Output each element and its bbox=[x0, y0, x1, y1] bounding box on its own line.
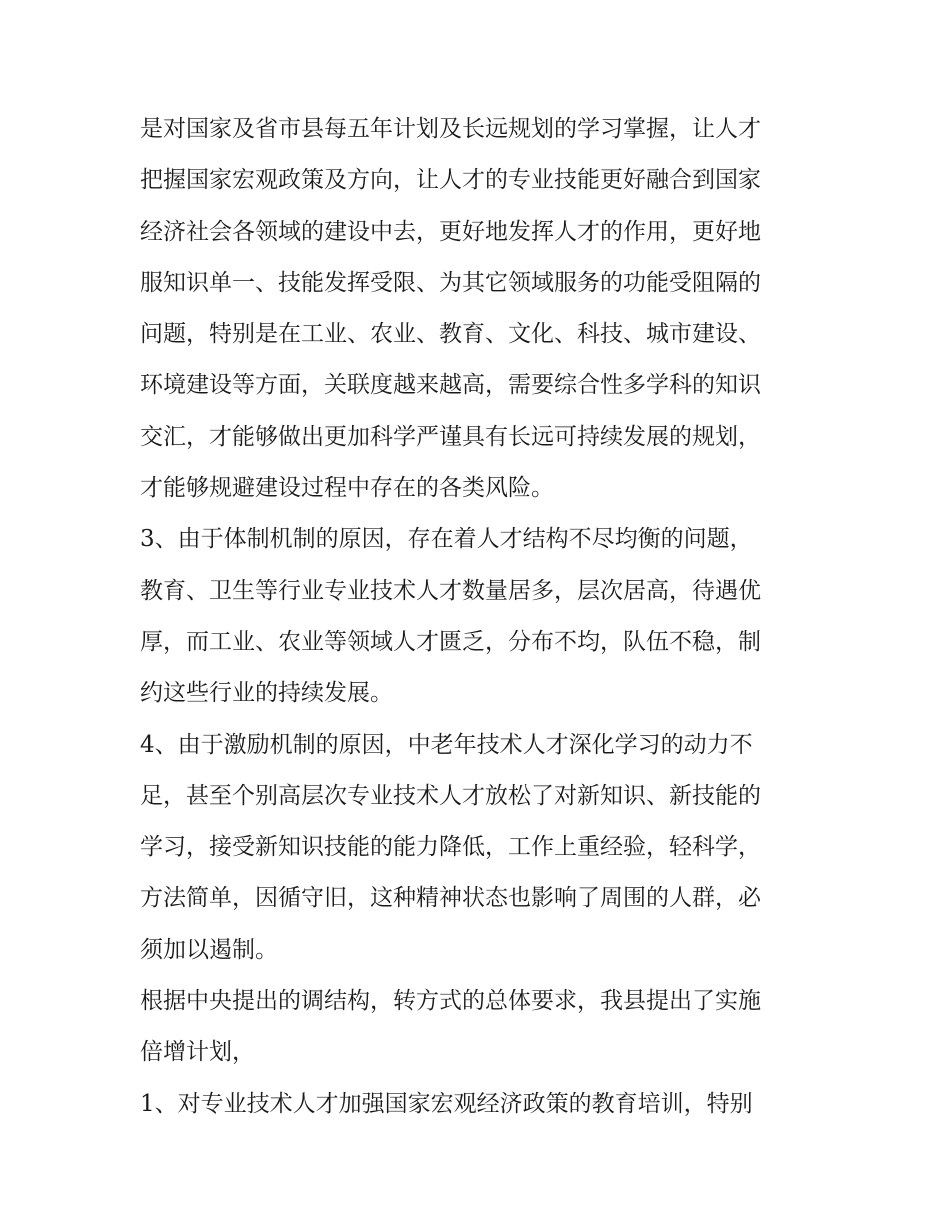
text-line-16: 方法简单，因循守旧，这种精神状态也影响了周围的人群，必 bbox=[140, 885, 761, 912]
text-line-9: 3、由于体制机制的原因，存在着人才结构不尽均衡的问题， bbox=[140, 526, 753, 553]
text-line-5: 问题，特别是在工业、农业、教育、文化、科技、城市建设、 bbox=[140, 321, 761, 348]
text-line-13: 4、由于激励机制的原因，中老年技术人才深化学习的动力不 bbox=[140, 731, 753, 758]
text-line-1: 是对国家及省市县每五年计划及长远规划的学习掌握，让人才 bbox=[140, 116, 761, 142]
text-line-12: 约这些行业的持续发展。 bbox=[140, 680, 393, 707]
text-line-15: 学习，接受新知识技能的能力降低，工作上重经验，轻科学， bbox=[140, 834, 761, 861]
text-line-17: 须加以遏制。 bbox=[140, 936, 278, 963]
text-line-10: 教育、卫生等行业专业技术人才数量居多，层次居高，待遇优 bbox=[140, 577, 761, 604]
text-line-3: 经济社会各领域的建设中去，更好地发挥人才的作用，更好地 bbox=[140, 218, 761, 245]
text-line-20: 1、对专业技术人才加强国家宏观经济政策的教育培训，特别 bbox=[140, 1090, 753, 1117]
text-line-14: 足，甚至个别高层次专业技术人才放松了对新知识、新技能的 bbox=[140, 782, 761, 809]
text-line-4: 服知识单一、技能发挥受限、为其它领域服务的功能受阻隔的 bbox=[140, 269, 761, 296]
text-line-8: 才能够规避建设过程中存在的各类风险。 bbox=[140, 475, 554, 502]
text-line-2: 把握国家宏观政策及方向，让人才的专业技能更好融合到国家 bbox=[140, 167, 761, 194]
text-line-11: 厚，而工业、农业等领域人才匮乏，分布不均，队伍不稳，制 bbox=[140, 628, 761, 655]
text-line-7: 交汇，才能够做出更加科学严谨具有长远可持续发展的规划， bbox=[140, 423, 761, 450]
text-line-19: 倍增计划， bbox=[140, 1039, 255, 1066]
text-line-6: 环境建设等方面，关联度越来越高，需要综合性多学科的知识 bbox=[140, 372, 761, 399]
text-line-18: 根据中央提出的调结构，转方式的总体要求，我县提出了实施 bbox=[140, 988, 761, 1015]
document-body bbox=[140, 104, 820, 1130]
